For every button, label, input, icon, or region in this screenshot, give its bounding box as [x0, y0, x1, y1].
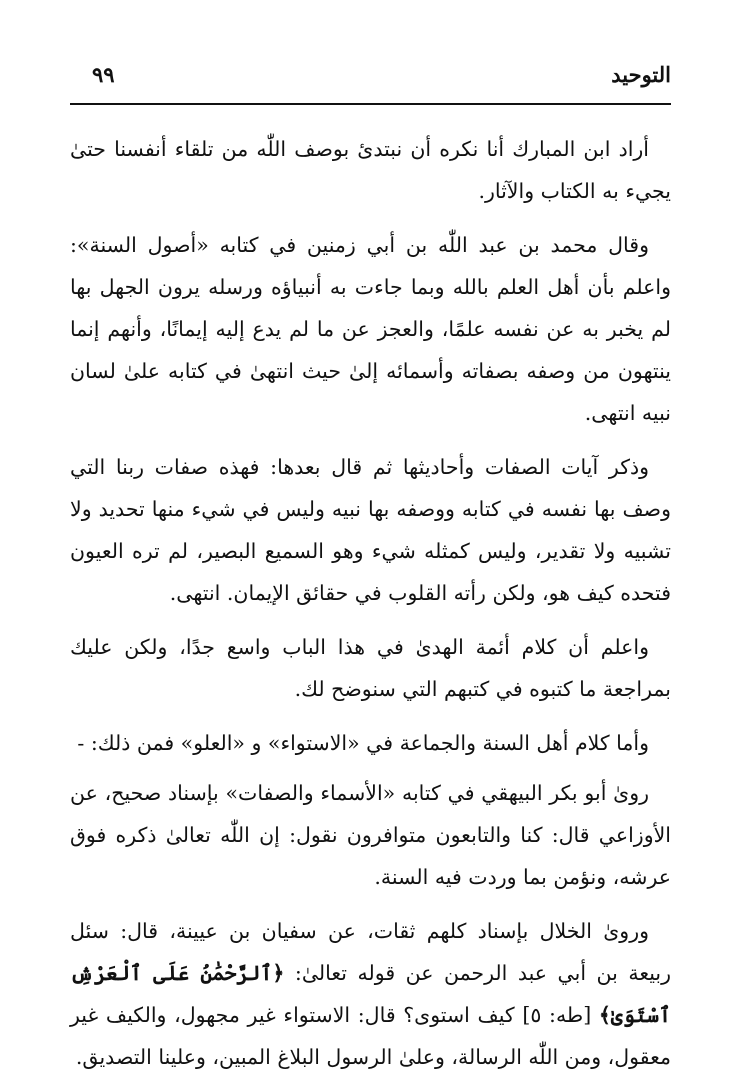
paragraph-text: [طه: ٥] كيف استوى؟ قال: الاستواء غير مجهول، والكيف غير معقول، ومن اللّٰه الرسالة، وعلىٰ الرسول البلاغ المبين، وعلينا التصديق. — [70, 1003, 671, 1069]
paragraph: روىٰ أبو بكر البيهقي في كتابه «الأسماء والصفات» بإسناد صحيح، عن الأوزاعي قال: كنا والتابعون متوافرون نقول: إن اللّٰه تعالىٰ ذكره فوق عرشه، ونؤمن بما وردت فيه السنة. — [70, 781, 671, 889]
page-body — [70, 128, 671, 1090]
paragraph — [70, 910, 671, 1078]
quran-verse: ﴿ٱلرَّحْمَٰنُ عَلَى ٱلْعَرْشِ ٱسْتَوَىٰ﴾ — [70, 961, 671, 1027]
paragraph-text: وروىٰ الخلال بإسناد كلهم ثقات، عن سفيان بن عيينة، قال: سئل ربيعة بن أبي عبد الرحمن عن قوله تعالىٰ: — [70, 919, 671, 985]
paragraph: وأما كلام أهل السنة والجماعة في «الاستواء» و «العلو» فمن ذلك: - — [77, 731, 649, 755]
paragraph: وقال محمد بن عبد اللّٰه بن أبي زمنين في كتابه «أصول السنة»: واعلم بأن أهل العلم بالله وبما جاءت به أنبياؤه ورسله يرون الجهل بها لم يخبر به عن نفسه علمًا، والعجز عن ما لم يدع إليه إيمانًا، وأنهم إنما ينتهون من وصفه بصفاته وأسمائه إلىٰ حيث انتهىٰ في كتابه علىٰ لسان نبيه انتهى. — [70, 233, 671, 425]
paragraph: وذكر آيات الصفات وأحاديثها ثم قال بعدها: فهذه صفات ربنا التي وصف بها نفسه في كتابه ووصفه بها نبيه وليس في شيء منها تحديد ولا تشبيه ولا تقدير، وليس كمثله شيء وهو السميع البصير، لم تره العيون فتحده كيف هو، ولكن رأته القلوب في حقائق الإيمان. انتهى. — [70, 455, 671, 605]
page-number: ٩٩ — [92, 62, 115, 87]
running-title: التوحيد — [611, 62, 671, 87]
paragraph: واعلم أن كلام أئمة الهدىٰ في هذا الباب واسع جدًا، ولكن عليك بمراجعة ما كتبوه في كتبهم التي سنوضح لك. — [70, 635, 671, 701]
paragraph: أراد ابن المبارك أنا نكره أن نبتدئ بوصف اللّٰه من تلقاء أنفسنا حتىٰ يجيء به الكتاب والآثار. — [70, 137, 671, 203]
page-header — [70, 62, 671, 102]
header-rule — [70, 103, 671, 105]
